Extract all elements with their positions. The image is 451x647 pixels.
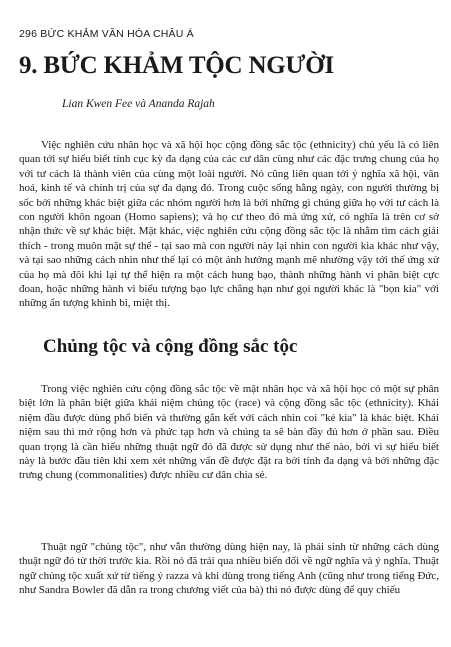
chapter-title: 9. BỨC KHẢM TỘC NGƯỜI	[19, 52, 335, 79]
section-paragraph-1: Trong việc nghiên cứu cộng đồng sắc tộc về mặt nhân học và xã hội học có một sự phân biệt lớn là phân biệt giữa khái niệm chủng tộc (race) và cộng đồng sắc tộc (ethnicity). Khái niệm đầu được dùng phổ biến và thường gắn kết với cách nhìn coi "kẻ kia" là khác biệt. Khái niệm sau thì mở rộng hơn và phức tạp hơn và chúng ta sẽ bàn đầy đủ hơn ở phần sau. Điều quan trọng là cần hiểu những thuật ngữ đó đã được sử dụng như thế nào, bởi vì sự hiểu biết này là bước đầu tiên khi xem xét những vấn đề được đặt ra bởi tính đa dạng và bởi những đặc trưng chung (commonalities) được nhiều cư dân chia sẻ.	[19, 383, 439, 482]
section-paragraph-2: Thuật ngữ "chủng tộc", như vẫn thường dùng hiện nay, là phái sinh từ những cách dùng thuật ngữ đó từ thời trước kia. Rồi nó đã trải qua nhiều biến đổi về ngữ nghĩa và ý nghĩa. Thuật ngữ chủng tộc xuất xứ từ tiếng ý razza và khi dùng trong tiếng Anh (cũng như trong tiếng Đức, như Sandra Bowler đã dẫn ra trong chương viết của bà) thì nó được dùng để quy chiếu	[19, 541, 439, 597]
section-heading: Chủng tộc và cộng đồng sắc tộc	[43, 336, 298, 357]
running-head: 296 BỨC KHẢM VĂN HÓA CHÂU Á	[19, 28, 194, 40]
chapter-authors: Lian Kwen Fee và Ananda Rajah	[62, 98, 215, 110]
intro-paragraph: Việc nghiên cứu nhân học và xã hội học cộng đồng sắc tộc (ethnicity) chủ yếu là có liên quan tới sự hiểu biết tính cục kỳ đa dạng của các cư dân cùng như các đặc trưng chung của họ với tư cách là thành viên của cùng một loài người. Nó cũng liên quan tới ý nghĩa xã hội, văn hoá, kinh tế và chính trị của sự đa dạng đó. Trong cuộc sống hằng ngày, con người thường bị sốc bởi những khác biệt giữa các nhóm người hơn là bởi những gì chúng giữa họ với tư cách là con người khôn ngoan (Homo sapiens); và họ cư theo đó mà ứng xử, có nghĩa là trên cơ sở nhận thức về sự khác biệt. Mặt khác, việc nghiên cứu cộng đồng sắc tộc là nhằm tìm cách giải thích - trong muôn mặt sự thể - tại sao mà con người này lại nhìn con người kia khác như vậy, và tại sao những cách nhìn như thế lại có một ảnh hưởng mạnh mẽ nhường vậy tới thế ứng xử của họ mà đôi khi lại tự thể hiện ra một cách hung bạo, thành những hành vi phân biệt cực đoan, hoặc những hành vi biểu tượng bạo lực chẳng hạn như gọi người khác là "bọn kia" với những ẩn tượng khinh bỉ, miệt thị.	[19, 139, 439, 310]
